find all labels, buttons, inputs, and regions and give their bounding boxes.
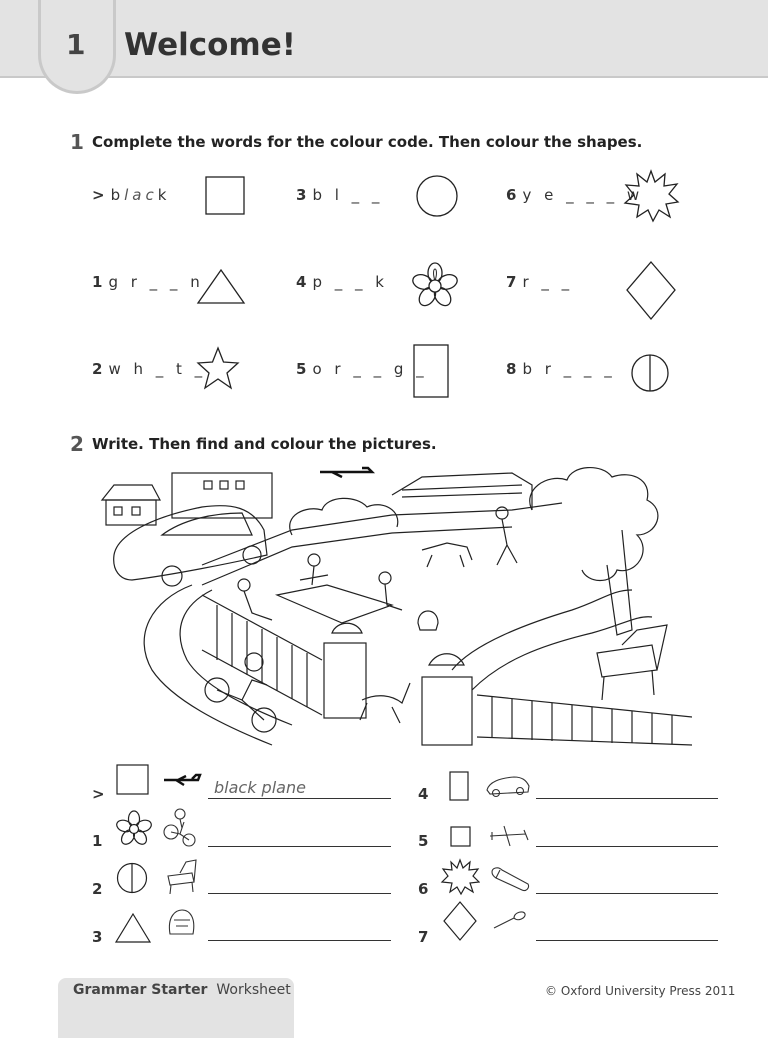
star-shape bbox=[195, 346, 241, 390]
half-circle-shape bbox=[630, 353, 672, 395]
ex1-item-3: 3 b l _ _ bbox=[296, 186, 384, 204]
burst-shape bbox=[440, 858, 480, 896]
triangle-shape bbox=[114, 912, 152, 944]
copyright: © Oxford University Press 2011 bbox=[545, 984, 736, 998]
exercise-2-instruction: Write. Then find and colour the pictures. bbox=[92, 435, 437, 453]
example-answer: lac bbox=[124, 186, 158, 204]
ex1-item-2: 2 w h _ t _ bbox=[92, 360, 207, 378]
diamond-shape bbox=[442, 900, 478, 942]
ex1-item-1: 1 g r _ _ n bbox=[92, 273, 204, 291]
ex1-item-7: 7 r _ _ bbox=[506, 273, 574, 291]
burst-shape bbox=[622, 169, 680, 223]
unit-number: 1 bbox=[66, 28, 86, 61]
spoon-icon bbox=[490, 908, 530, 934]
page-title: Welcome! bbox=[124, 27, 296, 63]
ex1-item-5: 5 o r _ _ g _ bbox=[296, 360, 428, 378]
triangle-shape bbox=[196, 268, 246, 306]
pencil-case-icon bbox=[488, 864, 532, 894]
answer-line bbox=[536, 846, 718, 847]
ex1-item-8: 8 b r _ _ _ bbox=[506, 360, 616, 378]
ex1-item-example: > black bbox=[92, 186, 171, 204]
rectangle-shape bbox=[412, 343, 452, 399]
answer-line bbox=[536, 893, 718, 894]
rectangle-shape bbox=[448, 770, 472, 804]
plane-icon bbox=[162, 770, 204, 790]
answer-line bbox=[536, 798, 718, 799]
park-scene-illustration bbox=[92, 455, 692, 760]
car-icon bbox=[484, 772, 532, 800]
example-answer: black plane bbox=[214, 778, 306, 797]
ex2-row-example-num: > bbox=[92, 785, 105, 803]
flower-shape bbox=[114, 810, 154, 848]
ex2-row-6-num: 6 bbox=[418, 880, 429, 898]
diamond-shape bbox=[624, 260, 678, 322]
answer-line bbox=[208, 798, 391, 799]
chair-icon bbox=[162, 858, 200, 896]
exercise-1-number: 1 bbox=[70, 130, 84, 154]
ex1-item-6: 6 y e _ _ _ w bbox=[506, 186, 644, 204]
ex2-row-2-num: 2 bbox=[92, 880, 103, 898]
small-square-shape bbox=[450, 826, 472, 848]
answer-line bbox=[208, 893, 391, 894]
answer-line bbox=[208, 846, 391, 847]
answer-line bbox=[536, 940, 718, 941]
footer-series: Grammar Starter Worksheet bbox=[73, 982, 291, 998]
ex2-row-5-num: 5 bbox=[418, 832, 429, 850]
ex2-row-4-num: 4 bbox=[418, 785, 429, 803]
square-shape bbox=[116, 764, 150, 796]
square-shape bbox=[205, 176, 247, 216]
bag-icon bbox=[164, 906, 198, 940]
answer-line bbox=[208, 940, 391, 941]
flower-shape bbox=[408, 261, 462, 311]
toy-plane-icon bbox=[486, 822, 532, 850]
item-num: > bbox=[92, 186, 105, 204]
ex2-row-3-num: 3 bbox=[92, 928, 103, 946]
ex1-item-4: 4 p _ _ k bbox=[296, 273, 388, 291]
ex2-row-7-num: 7 bbox=[418, 928, 429, 946]
exercise-2-number: 2 bbox=[70, 432, 84, 456]
circle-shape bbox=[414, 174, 460, 218]
ex2-row-1-num: 1 bbox=[92, 832, 103, 850]
exercise-1-instruction: Complete the words for the colour code. Then colour the shapes. bbox=[92, 133, 643, 151]
half-circle-shape bbox=[116, 862, 150, 896]
bike-icon bbox=[162, 806, 198, 848]
